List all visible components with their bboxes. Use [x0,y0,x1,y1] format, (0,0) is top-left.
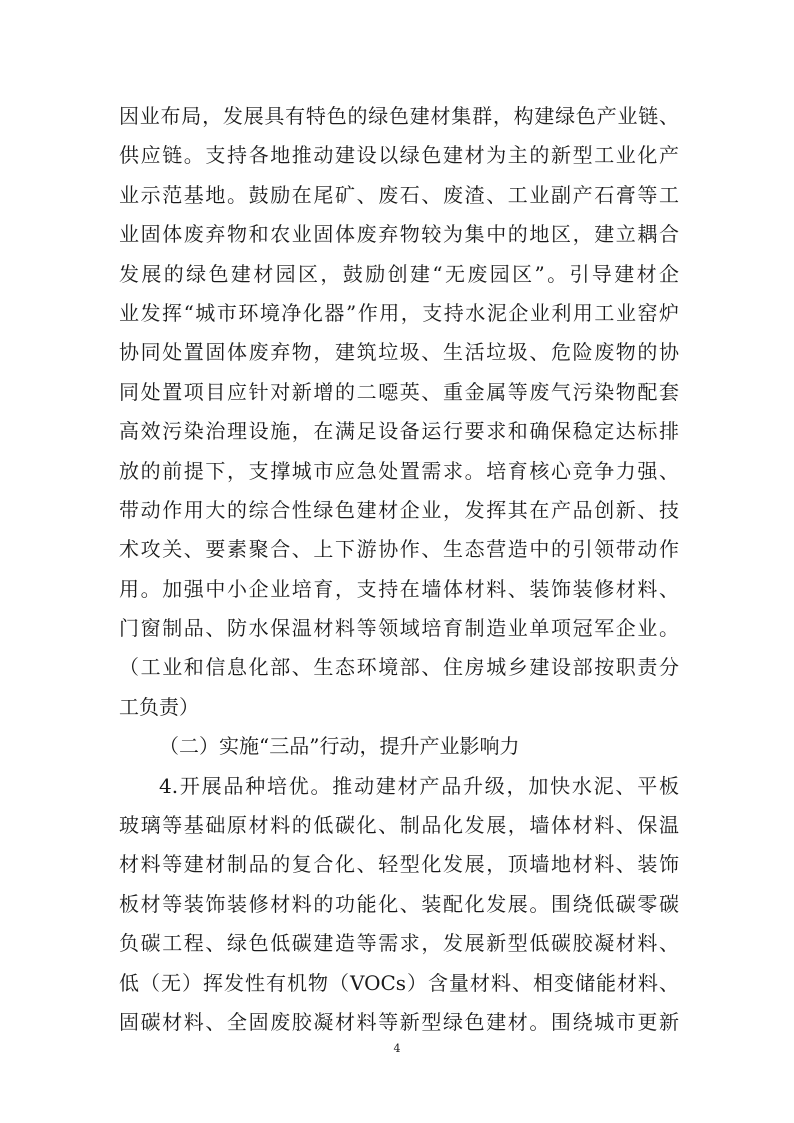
paragraph-2 [119,767,679,1043]
text-line: 负碳工程、绿色低碳建造等需求，发展新型低碳胶凝材料、 [119,931,679,956]
paragraph-1 [119,97,679,727]
text-line: 低（无）挥发性有机物（VOCs）含量材料、相变储能材料、 [119,970,679,995]
text-line: （工业和信息化部、生态环境部、住房城乡建设部按职责分 [119,655,679,680]
text-line: 固碳材料、全固废胶凝材料等新型绿色建材。围绕城市更新 [119,1009,679,1034]
text-line: 4.开展品种培优。推动建材产品升级，加快水泥、平板 [159,773,679,798]
text-line: 业示范基地。鼓励在尾矿、废石、废渣、工业副产石膏等工 [119,182,679,207]
text-line: 术攻关、要素聚合、上下游协作、生态营造中的引领带动作 [119,537,679,562]
text-line: 发展的绿色建材园区，鼓励创建“无废园区”。引导建材企 [119,261,679,286]
text-line: 业固体废弃物和农业固体废弃物较为集中的地区，建立耦合 [119,222,679,247]
text-line: 放的前提下，支撑城市应急处置需求。培育核心竞争力强、 [119,458,679,483]
text-line: 业发挥“城市环境净化器”作用，支持水泥企业利用工业窑炉 [119,300,679,325]
text-line: 用。加强中小企业培育，支持在墙体材料、装饰装修材料、 [119,576,679,601]
text-line: 门窗制品、防水保温材料等领域培育制造业单项冠军企业。 [119,616,679,641]
text-line: 高效污染治理设施，在满足设备运行要求和确保稳定达标排 [119,419,679,444]
text-line: 玻璃等基础原材料的低碳化、制品化发展，墙体材料、保温 [119,813,679,838]
page-number: 4 [393,1042,401,1055]
body-text [119,97,679,1042]
text-line: 带动作用大的综合性绿色建材企业，发挥其在产品创新、技 [119,497,679,522]
text-line: 材料等建材制品的复合化、轻型化发展，顶墙地材料、装饰 [119,852,679,877]
text-line: 同处置项目应针对新增的二噁英、重金属等废气污染物配套 [119,379,679,404]
text-line: 工负责） [119,694,199,719]
text-line: 协同处置固体废弃物，建筑垃圾、生活垃圾、危险废物的协 [119,340,679,365]
section-heading: （二）实施“三品”行动，提升产业影响力 [159,734,520,759]
text-line: 供应链。支持各地推动建设以绿色建材为主的新型工业化产 [119,143,679,168]
text-line: 板材等装饰装修材料的功能化、装配化发展。围绕低碳零碳 [119,891,679,916]
text-line: 因业布局，发展具有特色的绿色建材集群，构建绿色产业链、 [119,104,679,128]
